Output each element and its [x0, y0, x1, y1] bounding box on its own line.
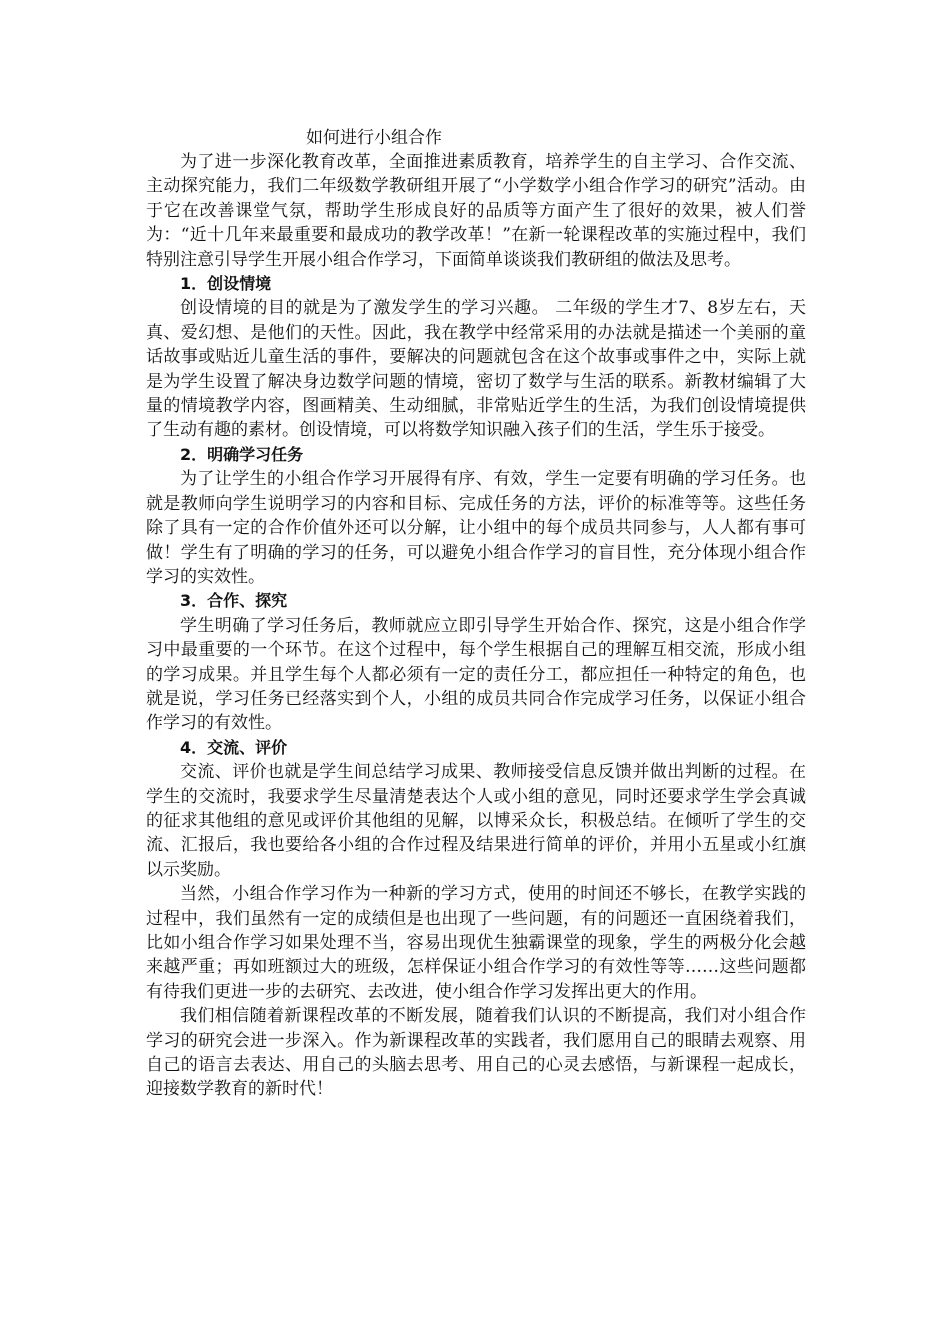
closing-paragraph-1: 当然，小组合作学习作为一种新的学习方式，使用的时间还不够长，在教学实践的过程中，我们虽然有一定的成绩但是也出现了一些问题，有的问题还一直困绕着我们，比如小组合作学习如果处理不当，容易出现优生独霸课堂的现象，学生的两极分化会越来越严重；再如班额过大的班级，怎样保证小组合作学习的有效性等等……这些问题都有待我们更进一步的去研究、去改进，使小组合作学习发挥出更大的作用。 — [146, 884, 806, 1002]
section-heading-4: 4．交流、评价 — [180, 737, 288, 757]
section-heading-1: 1．创设情境 — [180, 274, 272, 294]
section-body-3: 学生明确了学习任务后，教师就应立即引导学生开始合作、探究，这是小组合作学习中最重要的一个环节。在这个过程中，每个学生根据自己的理解互相交流，形成小组的学习成果。并且学生每个人都必须有一定的责任分工，都应担任一种特定的角色，也就是说，学习任务已经落实到个人，小组的成员共同合作完成学习任务，以保证小组合作学习的有效性。 — [146, 615, 806, 734]
section-body-1: 创设情境的目的就是为了激发学生的学习兴趣。 二年级的学生才7、8岁左右，天真、爱幻想、是他们的天性。因此，我在教学中经常采用的办法就是描述一个美丽的童话故事或贴近儿童生活的事件，要解决的问题就包含在这个故事或事件之中，实际上就是为学生设置了解决身边数学问题的情境，密切了数学与生活的联系。新教材编辑了大量的情境教学内容，图画精美、生动细腻，非常贴近学生的生活，为我们创设情境提供了生动有趣的素材。创设情境，可以将数学知识融入孩子们的生活，学生乐于接受。 — [146, 298, 806, 441]
document-title: 如何进行小组合作 — [306, 128, 442, 148]
document-body — [146, 150, 806, 1102]
section-body-2: 为了让学生的小组合作学习开展得有序、有效，学生一定要有明确的学习任务。也就是教师向学生说明学习的内容和目标、完成任务的方法，评价的标准等等。这些任务除了具有一定的合作价值外还可以分解，让小组中的每个成员共同参与，人人都有事可做！学生有了明确的学习的任务，可以避免小组合作学习的盲目性，充分体现小组合作学习的实效性。 — [146, 469, 806, 587]
intro-paragraph: 为了进一步深化教育改革，全面推进素质教育，培养学生的自主学习、合作交流、主动探究能力，我们二年级数学教研组开展了“小学数学小组合作学习的研究”活动。由于它在改善课堂气氛，帮助学生形成良好的品质等方面产生了很好的效果，被人们誉为：“近十几年来最重要和最成功的教学改革！”在新一轮课程改革的实施过程中，我们特别注意引导学生开展小组合作学习，下面简单谈谈我们教研组的做法及思考。 — [146, 152, 806, 270]
section-body-4: 交流、评价也就是学生间总结学习成果、教师接受信息反馈并做出判断的过程。在学生的交流时，我要求学生尽量清楚表达个人或小组的意见，同时还要求学生学会真诚的征求其他组的意见或评价其他组的见解，以博采众长，积极总结。在倾听了学生的交流、汇报后，我也要给各小组的合作过程及结果进行简单的评价，并用小五星或小红旗以示奖励。 — [146, 762, 806, 880]
section-heading-3: 3．合作、探究 — [180, 591, 288, 611]
section-heading-2: 2．明确学习任务 — [180, 444, 304, 464]
closing-paragraph-2: 我们相信随着新课程改革的不断发展，随着我们认识的不断提高，我们对小组合作学习的研究会进一步深入。作为新课程改革的实践者，我们愿用自己的眼睛去观察、用自己的语言去表达、用自己的头脑去思考、用自己的心灵去感悟，与新课程一起成长，迎接数学教育的新时代！ — [146, 1006, 806, 1100]
